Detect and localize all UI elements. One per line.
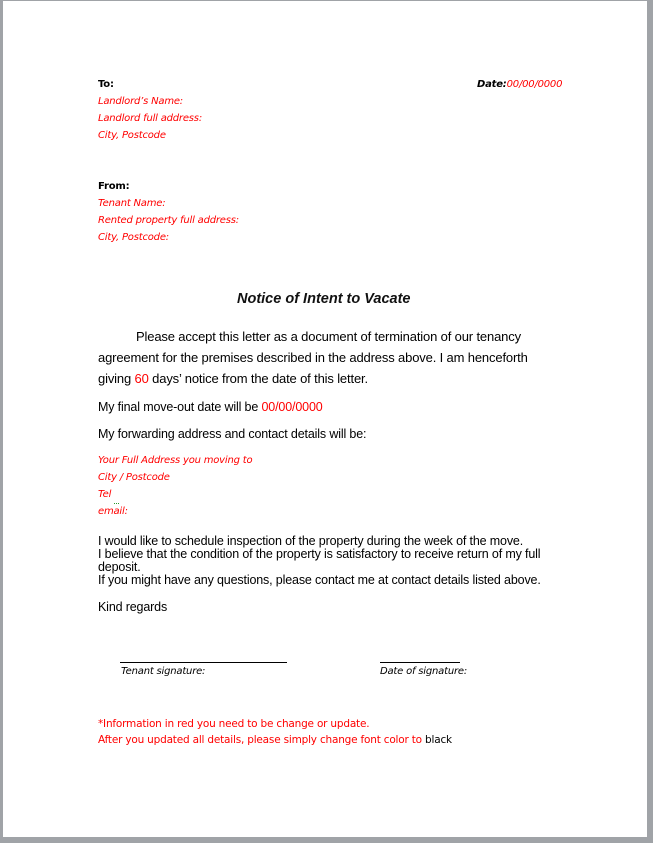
letter-title: Notice of Intent to Vacate — [237, 291, 411, 307]
tel-label: Tel — [98, 489, 112, 500]
intro-line-2: agreement for the premises described in the address above. I am henceforth — [98, 350, 528, 365]
intro-line-1: Please accept this letter as a document of termination of our tenancy — [136, 329, 521, 344]
body-line-4: If you might have any questions, please contact me at contact details listed above. — [98, 573, 541, 587]
footnote-line-2 — [98, 734, 452, 746]
tenant-name-field[interactable]: Tenant Name: — [98, 198, 166, 209]
footnote-line-1: *Information in red you need to be change or update. — [98, 718, 370, 730]
date-row — [477, 79, 562, 90]
footnote-black-word: black — [425, 734, 452, 746]
landlord-city-field[interactable]: City, Postcode — [98, 130, 166, 141]
intro-line-3-suffix: days’ notice from the date of this letter. — [148, 371, 368, 386]
date-signature-label: Date of signature: — [380, 666, 467, 677]
tenant-signature-label: Tenant signature: — [121, 666, 206, 677]
forwarding-address-field[interactable]: Your Full Address you moving to — [98, 455, 253, 466]
intro-line-3-prefix: giving — [98, 371, 135, 386]
move-out-line — [98, 400, 323, 414]
body-line-1: I would like to schedule inspection of the property during the week of the move. — [98, 534, 524, 548]
rented-address-field[interactable]: Rented property full address: — [98, 215, 239, 226]
forwarding-city-field[interactable]: City / Postcode — [98, 472, 170, 483]
forwarding-tel-field[interactable] — [98, 489, 111, 500]
date-signature-line[interactable] — [380, 662, 460, 663]
tenant-signature-line[interactable] — [120, 662, 287, 663]
footnote-line-2-prefix: After you updated all details, please simply change font color to — [98, 734, 426, 746]
body-line-3: deposit. — [98, 560, 141, 574]
tenant-city-field[interactable]: City, Postcode: — [98, 232, 169, 243]
landlord-name-field[interactable]: Landlord’s Name: — [98, 96, 183, 107]
move-out-prefix: My final move-out date will be — [98, 400, 262, 414]
landlord-address-field[interactable]: Landlord full address: — [98, 113, 202, 124]
date-value[interactable]: 00/00/0000 — [506, 79, 563, 90]
to-label: To: — [98, 79, 114, 90]
document-page — [3, 1, 647, 837]
intro-line-3 — [98, 371, 368, 386]
body-line-2: I believe that the condition of the property is satisfactory to receive return of my full — [98, 547, 541, 561]
move-out-date[interactable]: 00/00/0000 — [261, 400, 323, 414]
forwarding-email-field[interactable]: email: — [98, 506, 128, 517]
notice-days[interactable]: 60 — [134, 371, 149, 386]
closing: Kind regards — [98, 600, 168, 614]
forwarding-intro: My forwarding address and contact details will be: — [98, 427, 367, 441]
from-label: From: — [98, 181, 130, 192]
grammar-squiggle — [114, 501, 119, 504]
date-label: Date: — [477, 79, 507, 90]
